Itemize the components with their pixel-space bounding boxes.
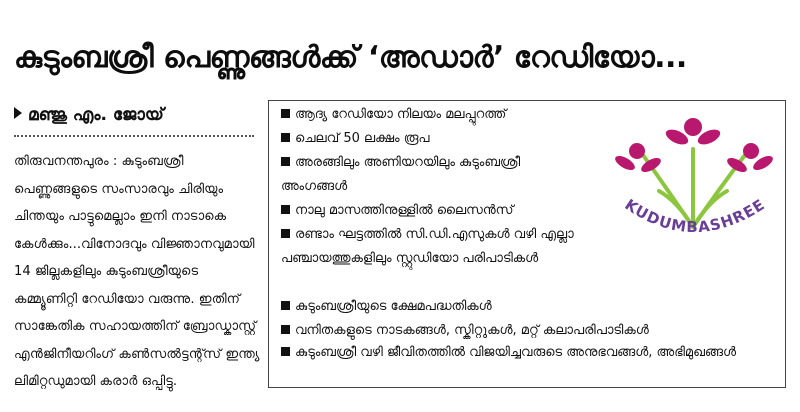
highlight-item: നാലു മാസത്തിനുള്ളിൽ ലൈസൻസ് — [281, 199, 601, 223]
bullet-icon — [281, 109, 290, 118]
bullet-icon — [281, 301, 290, 310]
highlight-item: കുടുംബശ്രീ വഴി ജീവിതത്തിൽ വിജയിച്ചവരുടെ അനുഭവങ്ങൾ, അഭിമുഖങ്ങൾ — [281, 343, 776, 363]
highlight-item: കുടുംബശ്രീയുടെ ക്ഷേമപദ്ധതികൾ — [281, 295, 771, 319]
bullet-icon — [281, 229, 290, 238]
highlight-item: ആദ്യ റേഡിയോ നിലയം മലപ്പുറത്ത് — [281, 103, 601, 127]
highlights-box — [268, 100, 786, 388]
bullet-icon — [281, 347, 290, 356]
article-paragraph: തിരുവനന്തപുരം : കുടുംബശ്രീ പെണ്ണുങ്ങളുടെ സംസാരവും ചിരിയും ചിന്തയും പാട്ടുമെല്ലാം ഇനി നാടാകെ കേൾക്കും...വിനോദവും വിജ്ഞാനവുമായി 14 ജില്ലകളിലും കുടുംബശ്രീയുടെ കമ്മ്യൂണിറ്റി റേഡിയോ വരുന്നു. ഇതിന് സാങ്കേതിക സഹായത്തിന് ബ്രോഡ്കാസ്റ്റ് എൻജിനീയറിംഗ് കൺസൽട്ടന്റ്സ് ഇന്ത്യ ലിമിറ്റഡുമായി കരാർ ഒപ്പിട്ടു. — [14, 154, 260, 389]
logo-text: KUDUMBASHREE — [621, 195, 769, 237]
highlight-item: ചെലവ് 50 ലക്ഷം രൂപ — [281, 127, 601, 151]
bullet-icon — [281, 205, 290, 214]
highlight-item: വനിതകളുടെ നാടകങ്ങൾ, സ്കിറ്റുകൾ, മറ്റ് കലാപരിപാടികൾ — [281, 319, 771, 343]
bullet-icon — [281, 157, 290, 166]
kudumbashree-logo — [607, 109, 779, 259]
headline: കുടുംബശ്രീ പെണ്ണുങ്ങൾക്ക് ‘അഡാർ’ റേഡിയോ... — [14, 40, 687, 75]
byline-author: മഞ്ജു എം. ജോയ് — [28, 105, 164, 125]
highlight-item: രണ്ടാം ഘട്ടത്തിൽ സി.ഡി.എസുകൾ വഴി എല്ലാ പഞ്ചായത്തുകളിലും സ്റ്റുഡിയോ പരിപാടികൾ — [281, 227, 574, 266]
article-body — [14, 148, 264, 396]
bullet-icon — [281, 325, 290, 334]
byline-marker-icon — [14, 107, 22, 119]
byline — [14, 104, 164, 126]
highlight-item: അരങ്ങിലും അണിയറയിലും കുടുംബശ്രീ അംഗങ്ങൾ — [281, 155, 521, 194]
byline-divider — [14, 135, 254, 137]
bullet-icon — [281, 133, 290, 142]
